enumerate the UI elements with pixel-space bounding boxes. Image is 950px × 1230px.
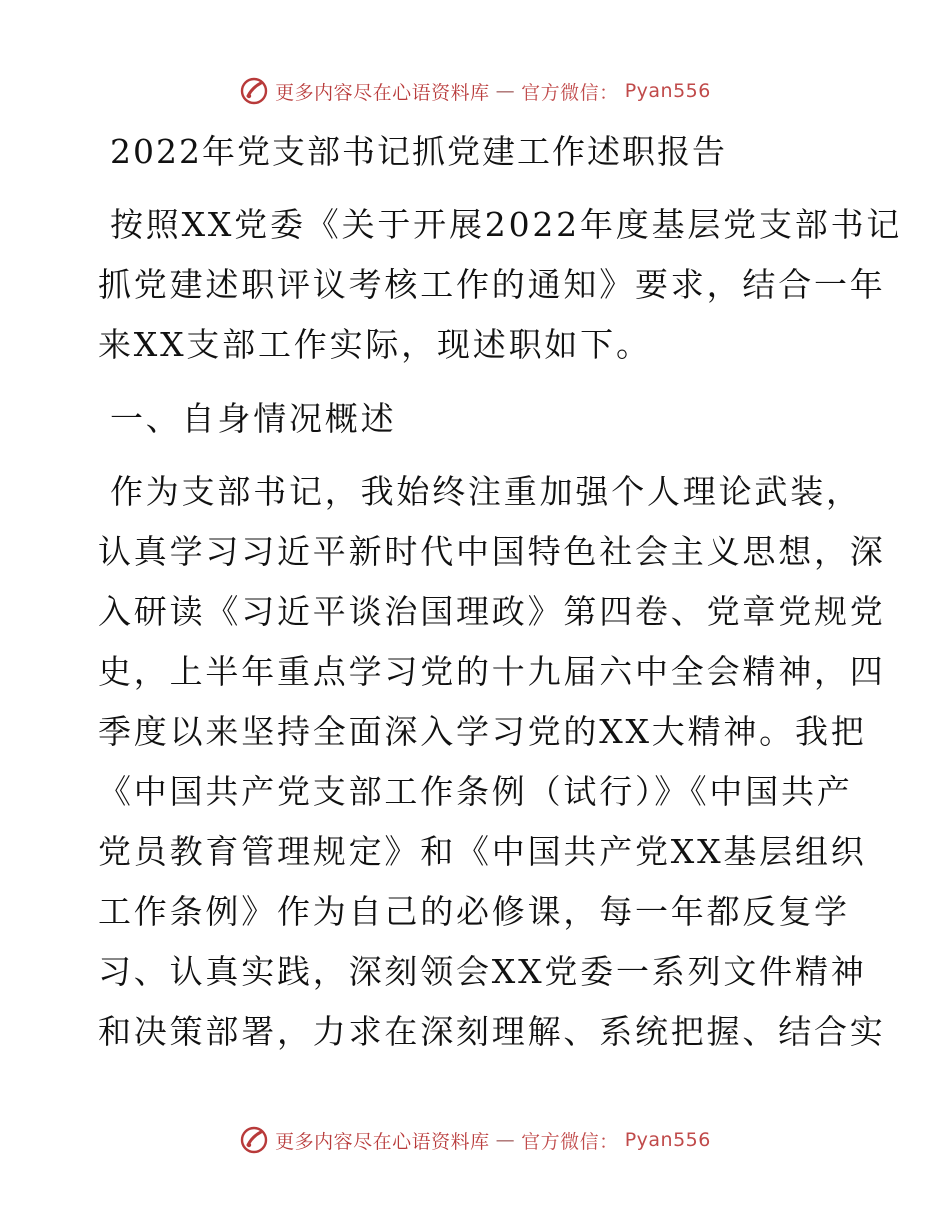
body-line: 来XX支部工作实际，现述职如下。 [98, 325, 652, 364]
watermark-wechat-label: 官方微信： [521, 81, 619, 104]
section-heading: 一、自身情况概述 [110, 399, 397, 438]
watermark-wechat-label: 官方微信： [521, 1130, 619, 1153]
body-line: 《中国共产党支部工作条例（试行）》《中国共产 [98, 772, 853, 811]
header-watermark [0, 76, 950, 106]
body-line: 党员教育管理规定》和《中国共产党XX基层组织 [98, 832, 867, 871]
body-line: 按照XX党委《关于开展2022年度基层党支部书记 [110, 205, 903, 244]
watermark-text: 更多内容尽在心语资料库 [275, 81, 490, 104]
footer-watermark [0, 1125, 950, 1155]
body-line: 季度以来坚持全面深入学习党的XX大精神。我把 [98, 712, 867, 751]
watermark-wechat-id: Pyan556 [624, 80, 711, 102]
document-title: 2022年党支部书记抓党建工作述职报告 [110, 132, 727, 171]
body-line: 工作条例》作为自己的必修课，每一年都反复学 [98, 892, 850, 931]
body-line: 史，上半年重点学习党的十九届六中全会精神，四 [98, 652, 886, 691]
watermark-separator: — [495, 80, 516, 102]
watermark-separator: — [495, 1129, 516, 1151]
body-line: 认真学习习近平新时代中国特色社会主义思想，深 [98, 532, 886, 571]
body-line: 作为支部书记，我始终注重加强个人理论武装， [110, 472, 862, 511]
brush-circle-logo-icon [239, 76, 269, 106]
brush-circle-logo-icon [239, 1125, 269, 1155]
watermark-wechat-id: Pyan556 [624, 1129, 711, 1151]
body-line: 习、认真实践，深刻领会XX党委一系列文件精神 [98, 952, 867, 991]
watermark-text: 更多内容尽在心语资料库 [275, 1130, 490, 1153]
body-line: 抓党建述职评议考核工作的通知》要求，结合一年 [98, 265, 886, 304]
body-line: 入研读《习近平谈治国理政》第四卷、党章党规党 [98, 592, 886, 631]
body-line: 和决策部署，力求在深刻理解、系统把握、结合实 [98, 1012, 886, 1051]
